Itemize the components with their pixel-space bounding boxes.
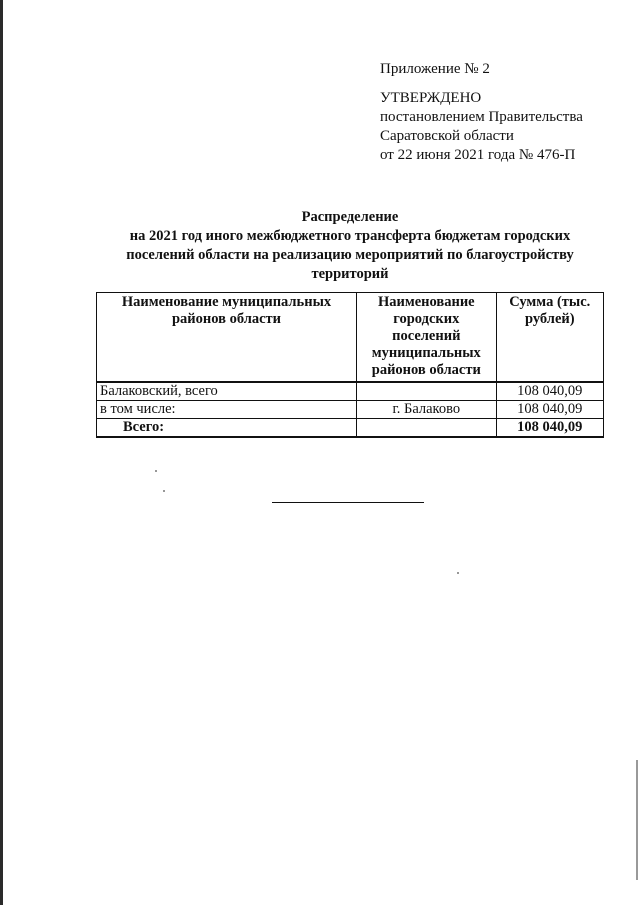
approval-decree-line: постановлением Правительства — [380, 109, 583, 125]
scan-edge-left — [0, 0, 3, 905]
scan-edge-right — [636, 760, 638, 880]
approval-stamp — [380, 60, 630, 165]
table-row — [97, 401, 604, 419]
row-district: Балаковский, всего — [97, 382, 357, 401]
title-line-3: поселений области на реализацию мероприятий по благоустройству — [126, 247, 574, 263]
title-line-4: территорий — [311, 266, 389, 282]
document-title — [90, 208, 610, 284]
scan-speck — [457, 572, 459, 574]
row-settlement: г. Балаково — [357, 401, 497, 419]
header-settlements: Наименование городских поселений муниципальных районов области — [357, 293, 497, 383]
row-settlement — [357, 382, 497, 401]
approval-date-line: от 22 июня 2021 года № 476-П — [380, 147, 576, 163]
signature-line — [272, 502, 424, 503]
table-row — [97, 382, 604, 401]
table-header-row — [97, 293, 604, 383]
header-amount: Сумма (тыс. рублей) — [496, 293, 603, 383]
title-line-2: на 2021 год иного межбюджетного трансферта бюджетам городских — [129, 228, 571, 244]
header-districts: Наименование муниципальных районов области — [97, 293, 357, 383]
title-line-1: Распределение — [301, 209, 399, 225]
row-amount: 108 040,09 — [496, 401, 603, 419]
total-settlement — [357, 419, 497, 438]
scan-speck — [155, 470, 157, 472]
table-total-row — [97, 419, 604, 438]
total-label: Всего: — [97, 419, 357, 438]
appendix-number: Приложение № 2 — [380, 61, 490, 77]
total-amount: 108 040,09 — [496, 419, 603, 438]
row-district: в том числе: — [97, 401, 357, 419]
distribution-table — [96, 292, 604, 438]
scan-speck — [163, 490, 165, 492]
row-amount: 108 040,09 — [496, 382, 603, 401]
approved-label: УТВЕРЖДЕНО — [380, 90, 482, 106]
approval-region-line: Саратовской области — [380, 128, 514, 144]
